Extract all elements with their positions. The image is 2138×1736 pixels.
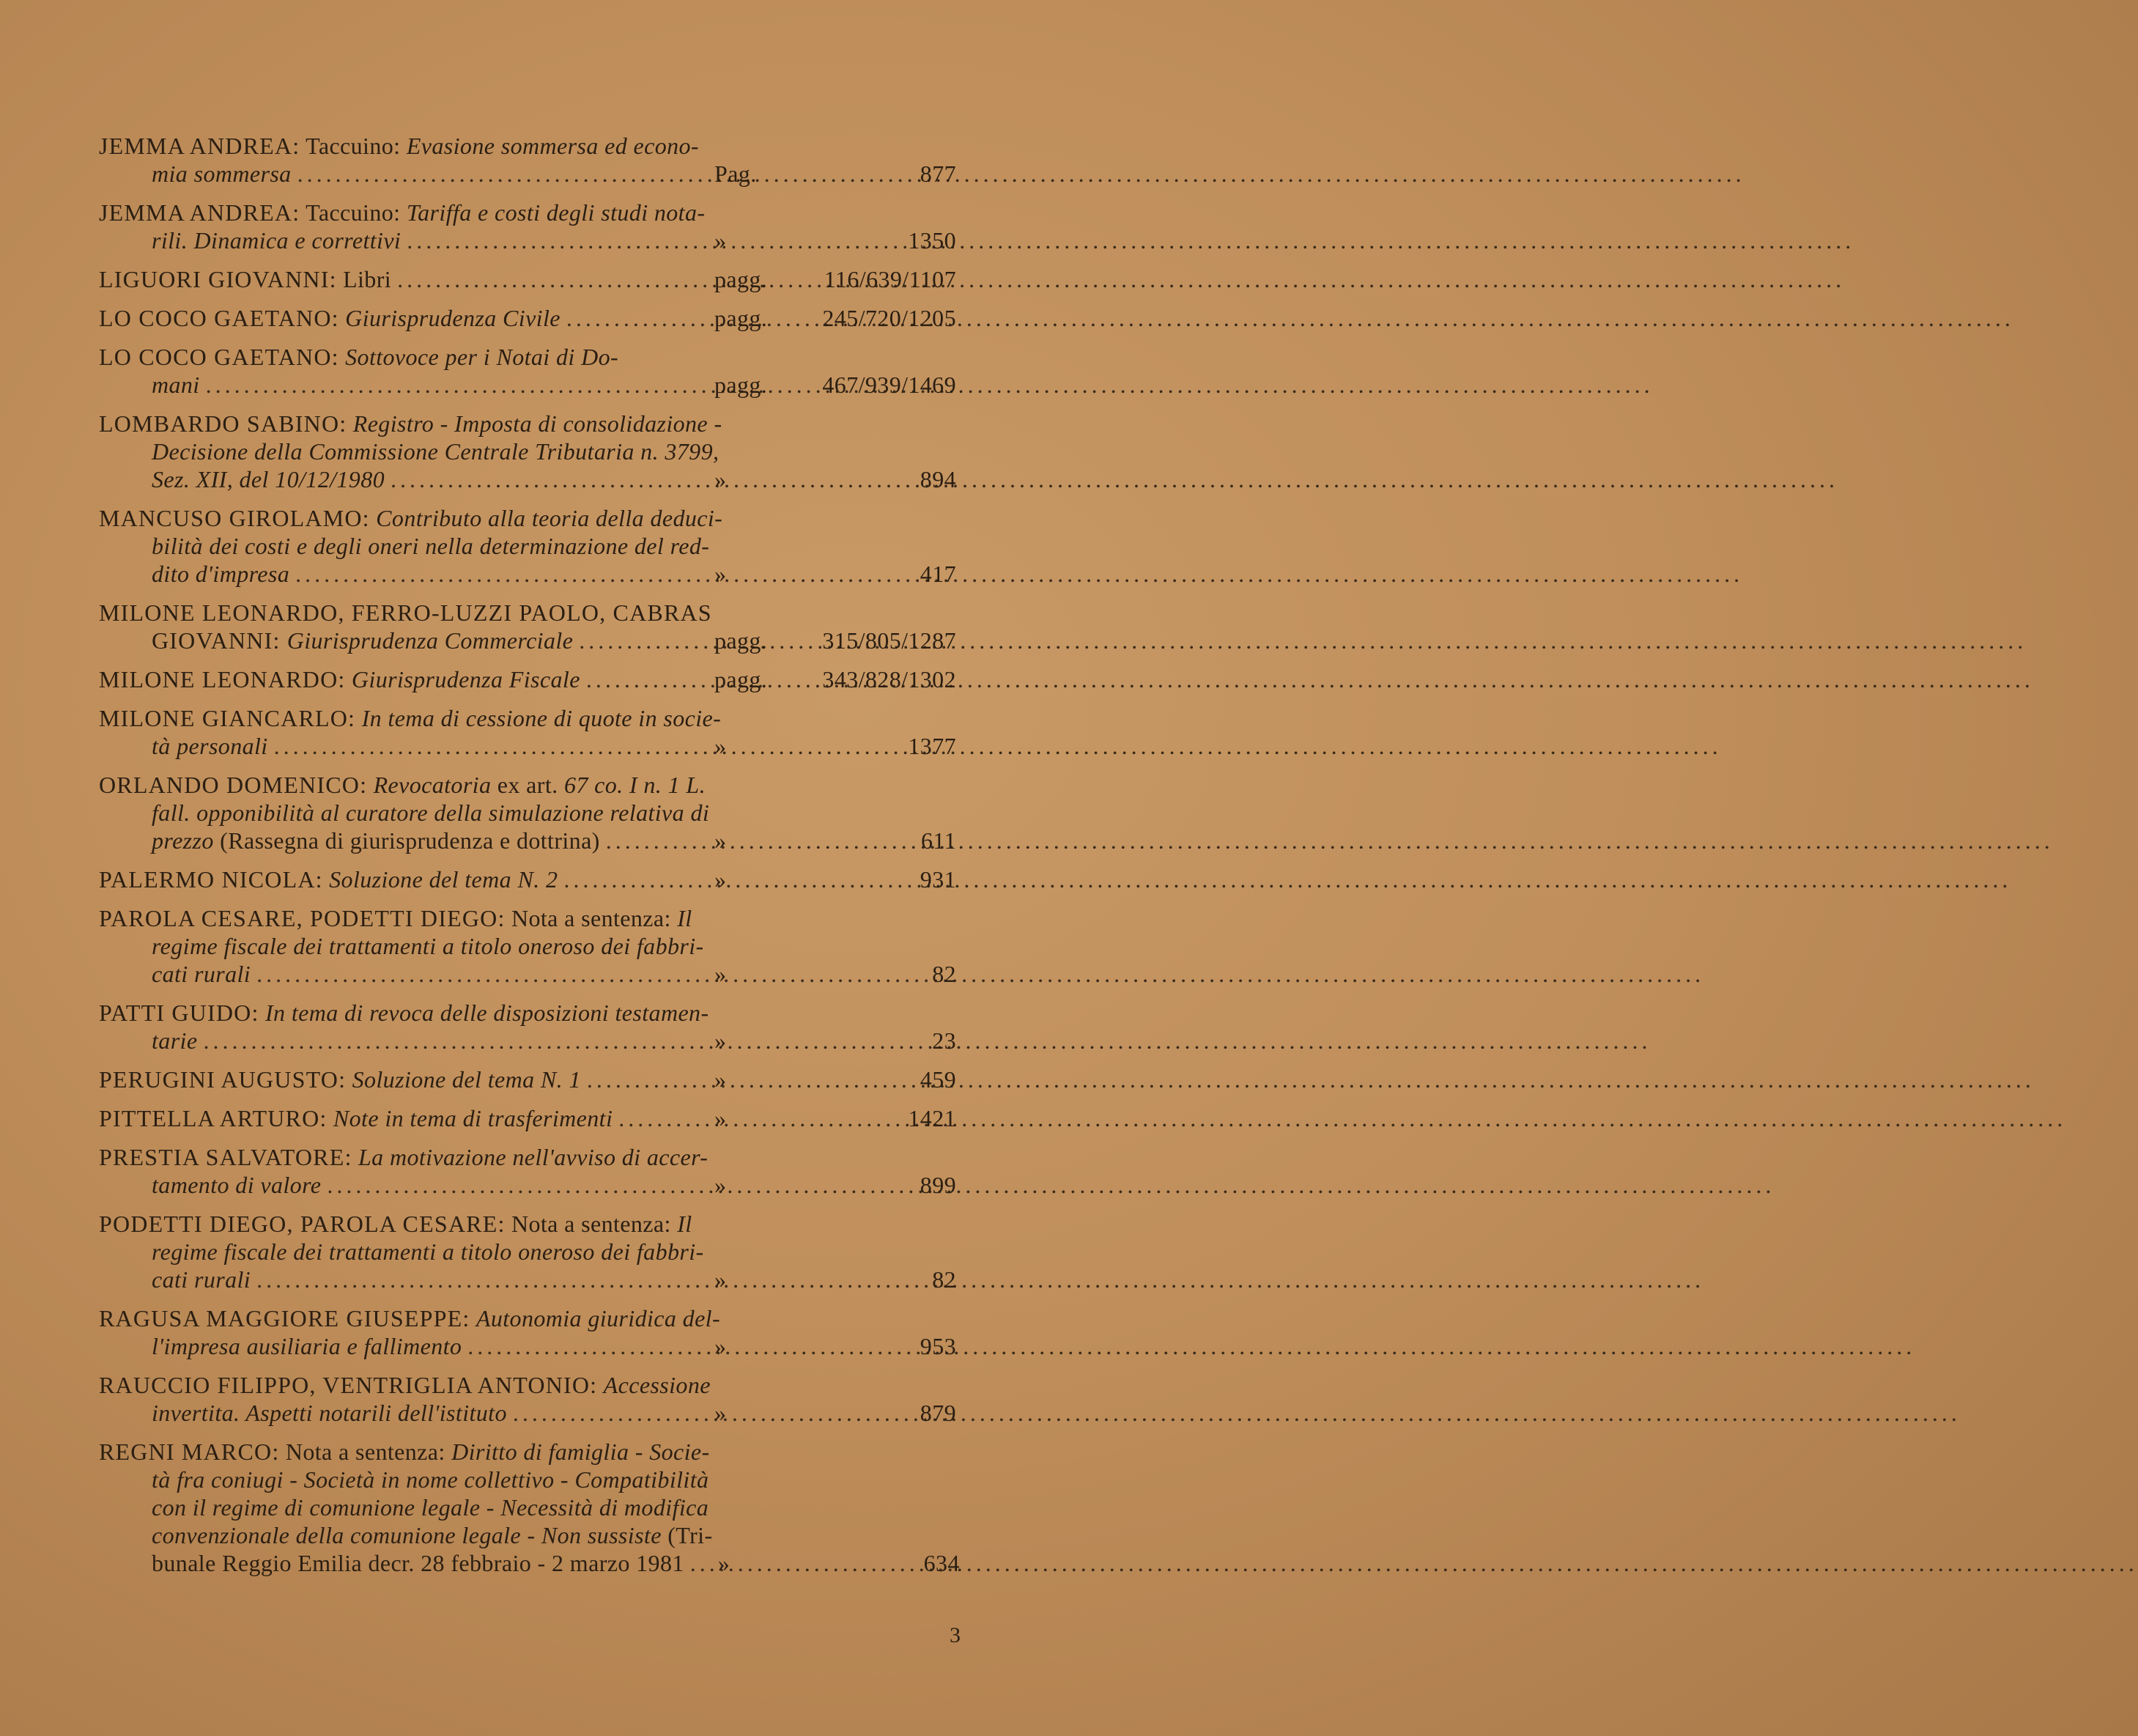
entry-line-text [99, 410, 722, 437]
entry-line-text [99, 865, 558, 893]
entry-line [99, 999, 956, 1027]
entry-line-text [152, 226, 401, 254]
entry-text: Taccuino: [300, 199, 407, 226]
entry-title: Autonomia giuridica del- [476, 1305, 721, 1331]
page-reference-label: pagg. [714, 305, 768, 331]
page-reference-label: » [714, 1266, 727, 1293]
dot-leader [690, 1549, 712, 1577]
entry-line [99, 465, 956, 493]
entry-author: LIGUORI GIOVANNI: [99, 266, 337, 292]
index-entry [99, 343, 956, 399]
dot-leader [297, 160, 709, 188]
entry-line-text [152, 560, 289, 588]
dot-leader [256, 1266, 709, 1293]
index-entry [99, 1143, 956, 1199]
page-reference-number: 82 [932, 961, 956, 987]
index-entry [99, 304, 956, 332]
entry-title: bilità dei costi e degli oneri nella determinazione del red- [152, 533, 710, 559]
entry-title: Evasione sommersa ed econo- [406, 133, 699, 159]
page-reference [714, 265, 956, 293]
page-reference-number: 82 [932, 1266, 956, 1293]
entry-author: REGNI MARCO: [99, 1438, 280, 1465]
entry-line-text [152, 532, 709, 560]
entry-line [99, 1304, 956, 1332]
entry-line [99, 343, 956, 371]
entry-text [367, 772, 373, 798]
entry-line [99, 732, 956, 760]
entry-line [99, 1065, 956, 1093]
entry-title: Il [677, 905, 692, 931]
entry-author: LO COCO GAETANO: [99, 344, 339, 370]
page-reference-number: 611 [920, 827, 956, 854]
dot-leader [391, 465, 709, 493]
index-entry [99, 865, 956, 893]
entry-author: JEMMA ANDREA: [99, 199, 300, 226]
entry-text [328, 1105, 333, 1131]
dot-leader [206, 371, 709, 399]
page-reference [714, 1104, 956, 1132]
page-reference [714, 304, 956, 332]
page-reference-label: » [714, 561, 727, 587]
index-entry [99, 132, 956, 188]
entry-line [99, 226, 956, 254]
index-entry [99, 1304, 956, 1360]
entry-text: ex art. [491, 772, 564, 798]
entry-author: MILONE GIANCARLO: [99, 705, 356, 731]
entry-text: Taccuino: [300, 133, 407, 159]
entry-title: Soluzione del tema N. 1 [352, 1066, 581, 1093]
index-entry [99, 904, 956, 988]
entry-title: invertita. Aspetti notarili dell'istituto [152, 1400, 507, 1426]
page-reference-label: » [717, 1550, 730, 1576]
entry-title: Note in tema di trasferimenti [333, 1105, 613, 1131]
page-reference-number: 1421 [908, 1105, 956, 1131]
entry-author: MILONE LEONARDO, FERRO-LUZZI PAOLO, CABRAS [99, 599, 712, 626]
entry-line [99, 932, 956, 960]
entry-title: mia sommersa [152, 160, 292, 187]
entry-title: Sez. XII, del 10/12/1980 [152, 466, 385, 492]
entry-title: La motivazione nell'avviso di accer- [358, 1144, 709, 1170]
index-page [99, 132, 960, 1588]
entry-text: Nota a sentenza: [279, 1438, 452, 1465]
entry-line [99, 1493, 956, 1521]
entry-text [323, 866, 329, 893]
page-reference-label: » [714, 1172, 727, 1198]
entry-title: Accessione [603, 1372, 711, 1398]
entry-line [99, 1238, 956, 1266]
entry-line-text [99, 1104, 613, 1132]
entry-author: PODETTI DIEGO, PAROLA CESARE: [99, 1211, 506, 1237]
dot-leader [327, 1171, 709, 1199]
entry-line [99, 1104, 956, 1132]
index-entry [99, 1371, 956, 1427]
entry-line-text [99, 1438, 710, 1466]
entry-line [99, 1549, 960, 1577]
entry-text: Libri [336, 266, 392, 292]
entry-line [99, 132, 956, 160]
entry-title: Decisione della Commissione Centrale Tributaria n. 3799, [152, 438, 720, 465]
page-reference-number: 899 [920, 1172, 956, 1198]
index-entry [99, 1210, 956, 1293]
page-reference-label: » [714, 961, 727, 987]
entry-title: convenzionale della comunione legale - Non sussiste [152, 1522, 662, 1548]
page-reference [714, 371, 956, 399]
dot-leader [606, 827, 709, 854]
entry-line-text [152, 1171, 321, 1199]
entry-line [99, 599, 956, 627]
entry-author: LOMBARDO SABINO: [99, 410, 347, 437]
entry-line [99, 771, 956, 799]
entry-line [99, 304, 956, 332]
dot-leader [513, 1399, 709, 1427]
page-reference-label: » [714, 733, 727, 759]
entry-author: PAROLA CESARE, PODETTI DIEGO: [99, 905, 506, 931]
entry-line-text [152, 627, 573, 654]
entry-author: PATTI GUIDO: [99, 1000, 259, 1026]
entry-line [99, 265, 956, 293]
index-entry [99, 1438, 960, 1577]
entry-line [99, 665, 956, 693]
entry-text [352, 1144, 358, 1170]
index-entry [99, 999, 956, 1054]
page-reference [714, 560, 956, 588]
entry-line-text [99, 1371, 711, 1399]
page-number: 3 [950, 1623, 961, 1647]
entry-text: bunale Reggio Emilia decr. 28 febbraio - 2 marzo 1981 [152, 1550, 684, 1576]
entry-text [370, 505, 376, 531]
index-entry [99, 704, 956, 760]
page-reference [714, 226, 956, 254]
index-entry [99, 665, 956, 693]
entry-title: fall. opponibilità al curatore della simulazione relativa di [152, 799, 710, 826]
entry-line-text [99, 904, 692, 932]
entry-title: Giurisprudenza Civile [345, 305, 561, 331]
page-reference [714, 827, 956, 854]
dot-leader [397, 265, 709, 293]
page-reference-label: » [714, 466, 727, 492]
entry-line [99, 160, 956, 188]
index-entry [99, 1104, 956, 1132]
entry-line [99, 1143, 956, 1171]
entry-title: mani [152, 372, 200, 398]
entry-line-text [99, 1065, 581, 1093]
dot-leader [407, 226, 709, 254]
entry-title: In tema di cessione di quote in socie- [361, 705, 722, 731]
entry-line-text [99, 704, 721, 732]
entry-author: LO COCO GAETANO: [99, 305, 339, 331]
entry-line-text [99, 999, 709, 1027]
entry-text [355, 705, 361, 731]
entry-line [99, 1521, 956, 1549]
entry-line [99, 410, 956, 437]
entry-line-text [152, 1266, 251, 1293]
entry-line-text [152, 1399, 507, 1427]
entry-title: Revocatoria [373, 772, 492, 798]
page-reference [714, 1399, 956, 1427]
entry-line [99, 504, 956, 532]
entry-title: tarie [152, 1027, 198, 1054]
entry-line [99, 704, 956, 732]
page-reference-number: 459 [920, 1066, 956, 1093]
entry-line [99, 960, 956, 988]
page-reference [714, 1065, 956, 1093]
entry-text: Nota a sentenza: [505, 905, 678, 931]
entry-line-text [99, 1143, 708, 1171]
page-reference [714, 865, 956, 893]
page-reference-number: 343/828/1302 [822, 666, 956, 692]
entry-title: Contributo alla teoria della deduci- [376, 505, 723, 531]
entry-line [99, 627, 956, 654]
page-reference-label: Pag. [714, 160, 757, 187]
entry-title: tà fra coniugi - Società in nome collettivo - Compatibilità [152, 1466, 709, 1493]
entry-author: MANCUSO GIROLAMO: [99, 505, 370, 531]
entry-author: RAGUSA MAGGIORE GIUSEPPE: [99, 1305, 470, 1331]
entry-title: prezzo [152, 827, 214, 854]
index-entry [99, 1065, 956, 1093]
entry-author: MILONE LEONARDO: [99, 666, 346, 692]
page-reference [714, 465, 956, 493]
entry-line-text [152, 960, 251, 988]
page-reference-label: pagg. [714, 266, 768, 292]
index-entry [99, 599, 956, 654]
entry-line-text [152, 1027, 197, 1054]
index-entry [99, 410, 956, 493]
entry-line [99, 799, 956, 827]
dot-leader [295, 560, 709, 588]
entry-line-text [152, 160, 292, 188]
page-reference [714, 732, 956, 760]
page-reference-number: 877 [920, 160, 956, 187]
entry-text [346, 666, 352, 692]
entry-line [99, 1399, 956, 1427]
entry-author: RAUCCIO FILIPPO, VENTRIGLIA ANTONIO: [99, 1372, 598, 1398]
page-reference-number: 467/939/1469 [822, 372, 956, 398]
entry-line [99, 1466, 956, 1493]
page-reference [714, 1266, 956, 1293]
page-reference [718, 1549, 960, 1577]
entry-title: Giurisprudenza Commerciale [286, 627, 574, 654]
entry-line-text [152, 1549, 684, 1577]
dot-leader [563, 865, 709, 893]
page-reference-number: 1350 [908, 227, 956, 254]
index-entry [99, 504, 956, 588]
entry-title: regime fiscale dei trattamenti a titolo oneroso dei fabbri- [152, 933, 704, 959]
entry-title: tamento di valore [152, 1172, 322, 1198]
entry-line-text [99, 771, 706, 799]
entry-line [99, 1438, 956, 1466]
page-reference-number: 894 [920, 466, 956, 492]
entry-line-text [152, 437, 719, 465]
entry-line-text [152, 1521, 713, 1549]
entry-title: cati rurali [152, 1266, 251, 1293]
entry-text [346, 1066, 352, 1093]
entry-title: cati rurali [152, 961, 251, 987]
page-reference-label: » [714, 866, 727, 893]
entry-line-text [152, 799, 709, 827]
index-entry [99, 199, 956, 254]
entry-line-text [99, 665, 580, 693]
entry-author: ORLANDO DOMENICO: [99, 772, 368, 798]
entry-line-text [99, 304, 561, 332]
entry-line-text [152, 1466, 709, 1493]
entry-title: l'impresa ausiliaria e fallimento [152, 1333, 462, 1359]
dot-leader [579, 627, 709, 654]
page-reference-number: 23 [932, 1027, 956, 1054]
entry-line-text [152, 1332, 462, 1360]
page-reference-number: 879 [920, 1400, 956, 1426]
entry-line [99, 1027, 956, 1054]
page-reference-label: » [714, 827, 727, 854]
entry-line-text [99, 132, 699, 160]
dot-leader [256, 960, 709, 988]
entry-text [597, 1372, 603, 1398]
page-reference-number: 634 [923, 1550, 960, 1576]
entry-line [99, 437, 956, 465]
entry-text [339, 305, 345, 331]
entry-line [99, 827, 956, 854]
entry-title: Soluzione del tema N. 2 [329, 866, 558, 893]
index-entry [99, 265, 956, 293]
entry-text [470, 1305, 476, 1331]
dot-leader [203, 1027, 709, 1054]
entry-line-text [152, 371, 200, 399]
entry-line [99, 1210, 956, 1238]
entry-title: con il regime di comunione legale - Necessità di modifica [152, 1494, 709, 1521]
entry-text: (Rassegna di giurisprudenza e dottrina) [213, 827, 600, 854]
page-reference-number: 116/639/1107 [824, 266, 956, 292]
entry-author: PALERMO NICOLA: [99, 866, 323, 893]
entry-title: Il [677, 1211, 692, 1237]
entry-line-text [99, 199, 705, 226]
page-reference [714, 1171, 956, 1199]
entry-line [99, 199, 956, 226]
entry-title: Sottovoce per i Notai di Do- [345, 344, 619, 370]
page-reference-label: » [714, 227, 727, 254]
entry-line [99, 371, 956, 399]
entry-line-text [99, 599, 712, 627]
page-reference-label: pagg. [714, 627, 768, 654]
page-reference-label: » [714, 1333, 727, 1359]
entry-line [99, 532, 956, 560]
entry-line [99, 904, 956, 932]
dot-leader [467, 1332, 709, 1360]
page-reference-label: » [714, 1066, 727, 1093]
entry-line-text [152, 732, 268, 760]
entry-line-text [99, 265, 391, 293]
entry-line [99, 865, 956, 893]
page-reference [714, 1332, 956, 1360]
page-reference [714, 960, 956, 988]
entry-line [99, 1171, 956, 1199]
entry-line-text [99, 343, 618, 371]
dot-leader [566, 304, 709, 332]
entry-text: (Tri- [661, 1522, 713, 1548]
entry-title: regime fiscale dei trattamenti a titolo oneroso dei fabbri- [152, 1238, 704, 1265]
entry-line-text [99, 504, 722, 532]
page-reference-label: pagg. [714, 666, 768, 692]
entry-title: Diritto di famiglia - Socie- [451, 1438, 710, 1465]
entry-line [99, 1332, 956, 1360]
page-reference-number: 245/720/1205 [822, 305, 956, 331]
entry-author: PERUGINI AUGUSTO: [99, 1066, 347, 1093]
page-reference-number: 931 [920, 866, 956, 893]
page-reference-label: » [714, 1400, 727, 1426]
entry-line [99, 1266, 956, 1293]
entry-text: Nota a sentenza: [505, 1211, 678, 1237]
page-reference [714, 627, 956, 654]
dot-leader [587, 1065, 709, 1093]
entry-author: GIOVANNI: [152, 627, 287, 654]
entry-line-text [152, 465, 385, 493]
entry-line-text [152, 1493, 709, 1521]
entry-author: JEMMA ANDREA: [99, 133, 300, 159]
entry-title: tà personali [152, 733, 268, 759]
index-entry [99, 771, 956, 854]
page-reference-number: 315/805/1287 [822, 627, 956, 654]
entry-title: Registro - Imposta di consolidazione - [352, 410, 722, 437]
entry-title: Tariffa e costi degli studi nota- [406, 199, 706, 226]
page-reference-label: pagg. [714, 372, 768, 398]
entry-title: dito d'impresa [152, 561, 290, 587]
page-reference [714, 160, 956, 188]
entry-text [339, 344, 345, 370]
entry-text [259, 1000, 265, 1026]
entry-author: PITTELLA ARTURO: [99, 1105, 328, 1131]
entry-author: PRESTIA SALVATORE: [99, 1144, 352, 1170]
entry-title: 67 co. I n. 1 L. [563, 772, 706, 798]
dot-leader [274, 732, 709, 760]
page-reference [714, 1027, 956, 1054]
entry-line-text [152, 827, 600, 854]
dot-leader [586, 665, 709, 693]
entry-text [347, 410, 352, 437]
entry-line [99, 1371, 956, 1399]
entry-line-text [152, 1238, 704, 1266]
entry-line-text [99, 1304, 720, 1332]
entry-title: Giurisprudenza Fiscale [351, 666, 580, 692]
page-reference-number: 953 [920, 1333, 956, 1359]
page-reference-label: » [714, 1105, 727, 1131]
entry-line-text [152, 932, 704, 960]
page-reference-label: » [714, 1027, 727, 1054]
entry-title: rili. Dinamica e correttivi [152, 227, 402, 254]
entry-line [99, 560, 956, 588]
page-reference [714, 665, 956, 693]
entry-line-text [99, 1210, 692, 1238]
entry-title: In tema di revoca delle disposizioni testamen- [265, 1000, 709, 1026]
page-reference-number: 417 [920, 561, 956, 587]
page-reference-number: 1377 [908, 733, 956, 759]
dot-leader [618, 1104, 709, 1132]
